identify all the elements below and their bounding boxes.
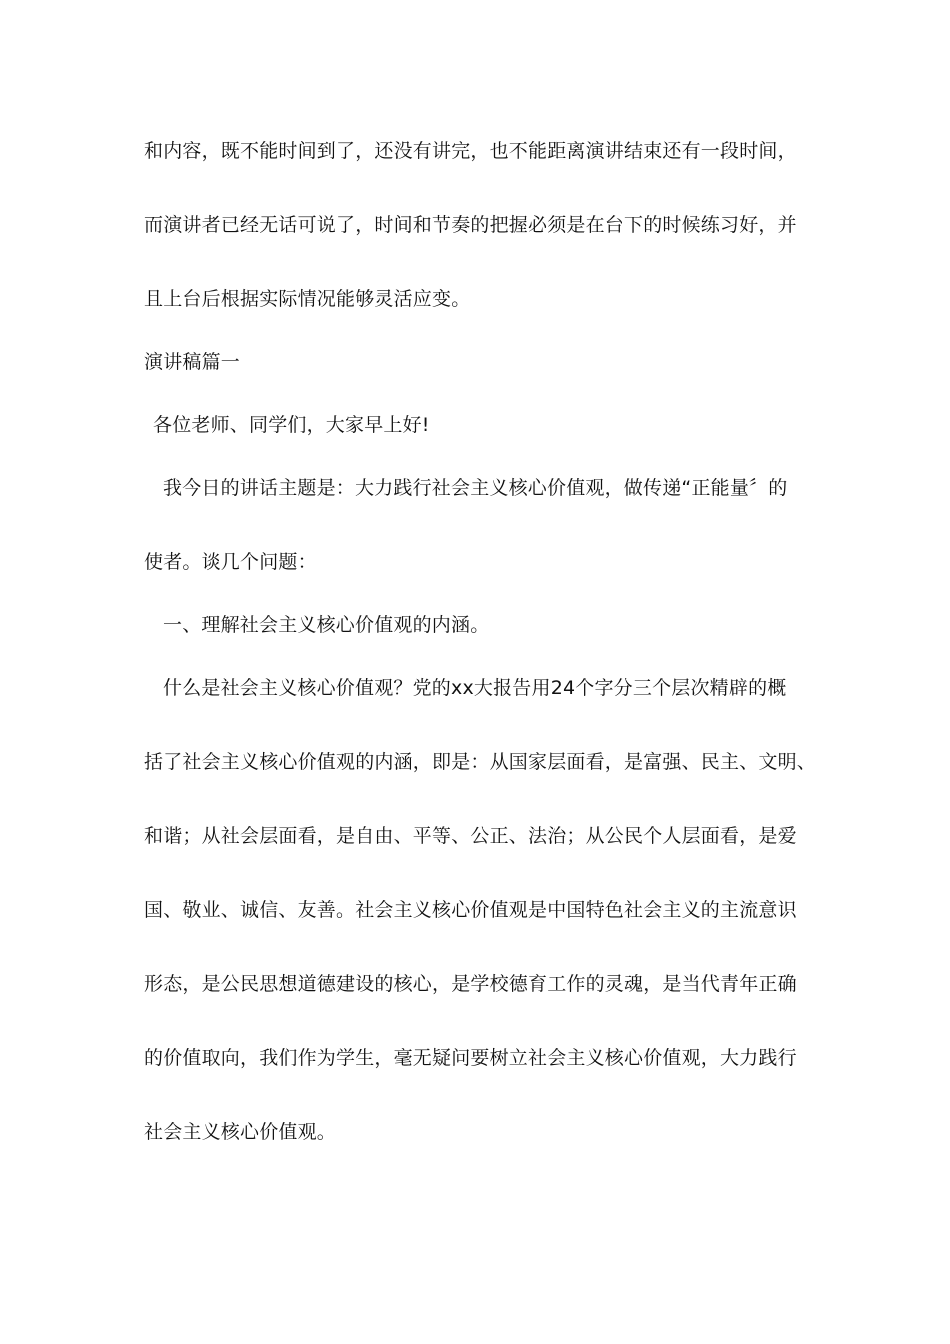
text-line: 国、敬业、诚信、友善。社会主义核心价值观是中国特色社会主义的主流意识	[144, 899, 797, 921]
subheading: 一、理解社会主义核心价值观的内涵。	[163, 614, 490, 636]
text-line: 而演讲者已经无话可说了，时间和节奏的把握必须是在台下的时候练习好，并	[144, 214, 797, 236]
text-line: 使者。谈几个问题：	[144, 551, 317, 573]
text-line: 的价值取向，我们作为学生，毫无疑问要树立社会主义核心价值观，大力践行	[144, 1047, 797, 1069]
greeting-line: 各位老师、同学们，大家早上好!	[153, 414, 430, 436]
text-line: 社会主义核心价值观。	[144, 1121, 337, 1143]
text-line: 和谐；从社会层面看，是自由、平等、公正、法治；从公民个人层面看，是爱	[144, 825, 797, 847]
text-line: 我今日的讲话主题是：大力践行社会主义核心价值观，做传递“正能量〞的	[163, 477, 788, 499]
text-line: 括了社会主义核心价值观的内涵，即是：从国家层面看，是富强、民主、文明、	[144, 751, 817, 773]
section-heading: 演讲稿篇一	[144, 351, 241, 373]
text-line: 什么是社会主义核心价值观？党的xx大报告用24个字分三个层次精辟的概	[163, 677, 787, 699]
text-line: 形态，是公民思想道德建设的核心，是学校德育工作的灵魂，是当代青年正确	[144, 973, 797, 995]
text-line: 且上台后根据实际情况能够灵活应变。	[144, 288, 471, 310]
text-line: 和内容，既不能时间到了，还没有讲完，也不能距离演讲结束还有一段时间，	[144, 140, 797, 162]
